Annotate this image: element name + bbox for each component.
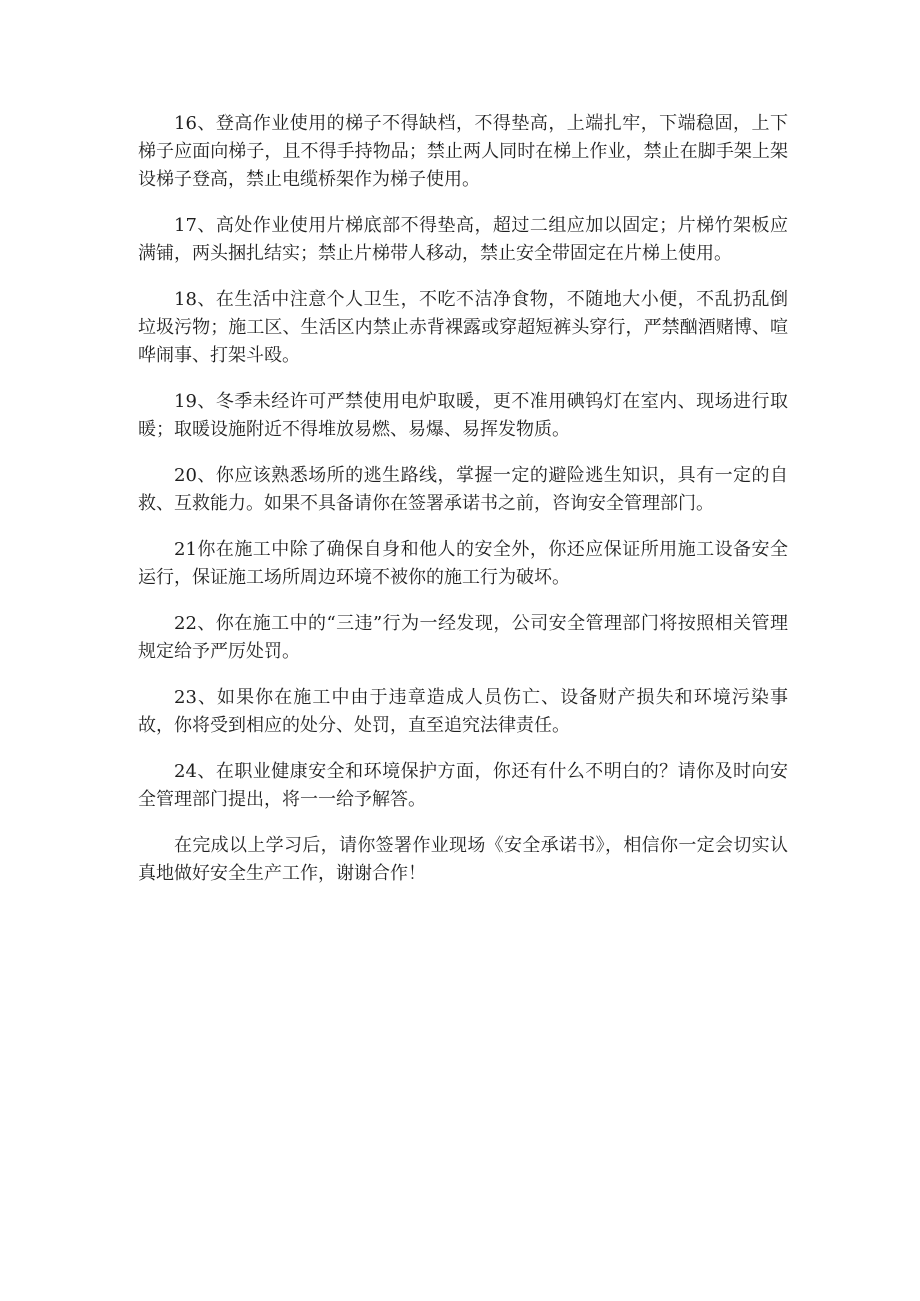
paragraph-23: 23、如果你在施工中由于违章造成人员伤亡、设备财产损失和环境污染事故，你将受到相应的处分、处罚，直至追究法律责任。 [138,687,788,736]
paragraph-24: 24、在职业健康安全和环境保护方面，你还有什么不明白的？请你及时向安全管理部门提出，将一一给予解答。 [138,761,788,810]
paragraph-16: 16、登高作业使用的梯子不得缺档，不得垫高，上端扎牢，下端稳固，上下梯子应面向梯子，且不得手持物品；禁止两人同时在梯上作业，禁止在脚手架上架设梯子登高，禁止电缆桥架作为梯子使用。 [138,113,788,190]
paragraph-20: 20、你应该熟悉场所的逃生路线，掌握一定的避险逃生知识，具有一定的自救、互救能力。如果不具备请你在签署承诺书之前，咨询安全管理部门。 [138,465,788,514]
paragraph-18: 18、在生活中注意个人卫生，不吃不洁净食物，不随地大小便，不乱扔乱倒垃圾污物；施工区、生活区内禁止赤背裸露或穿超短裤头穿行，严禁酗酒赌博、喧哗闹事、打架斗殴。 [138,289,788,366]
document-body [138,110,788,906]
paragraph-21: 21你在施工中除了确保自身和他人的安全外，你还应保证所用施工设备安全运行，保证施工场所周边环境不被你的施工行为破坏。 [138,539,788,588]
closing-paragraph: 在完成以上学习后，请你签署作业现场《安全承诺书》，相信你一定会切实认真地做好安全生产工作，谢谢合作！ [138,835,788,884]
paragraph-19: 19、冬季未经许可严禁使用电炉取暖，更不准用碘钨灯在室内、现场进行取暖；取暖设施附近不得堆放易燃、易爆、易挥发物质。 [138,391,788,440]
paragraph-22: 22、你在施工中的“三违”行为一经发现，公司安全管理部门将按照相关管理规定给予严厉处罚。 [138,613,788,662]
paragraph-17: 17、高处作业使用片梯底部不得垫高，超过二组应加以固定；片梯竹架板应满铺，两头捆扎结实；禁止片梯带人移动，禁止安全带固定在片梯上使用。 [138,215,788,264]
